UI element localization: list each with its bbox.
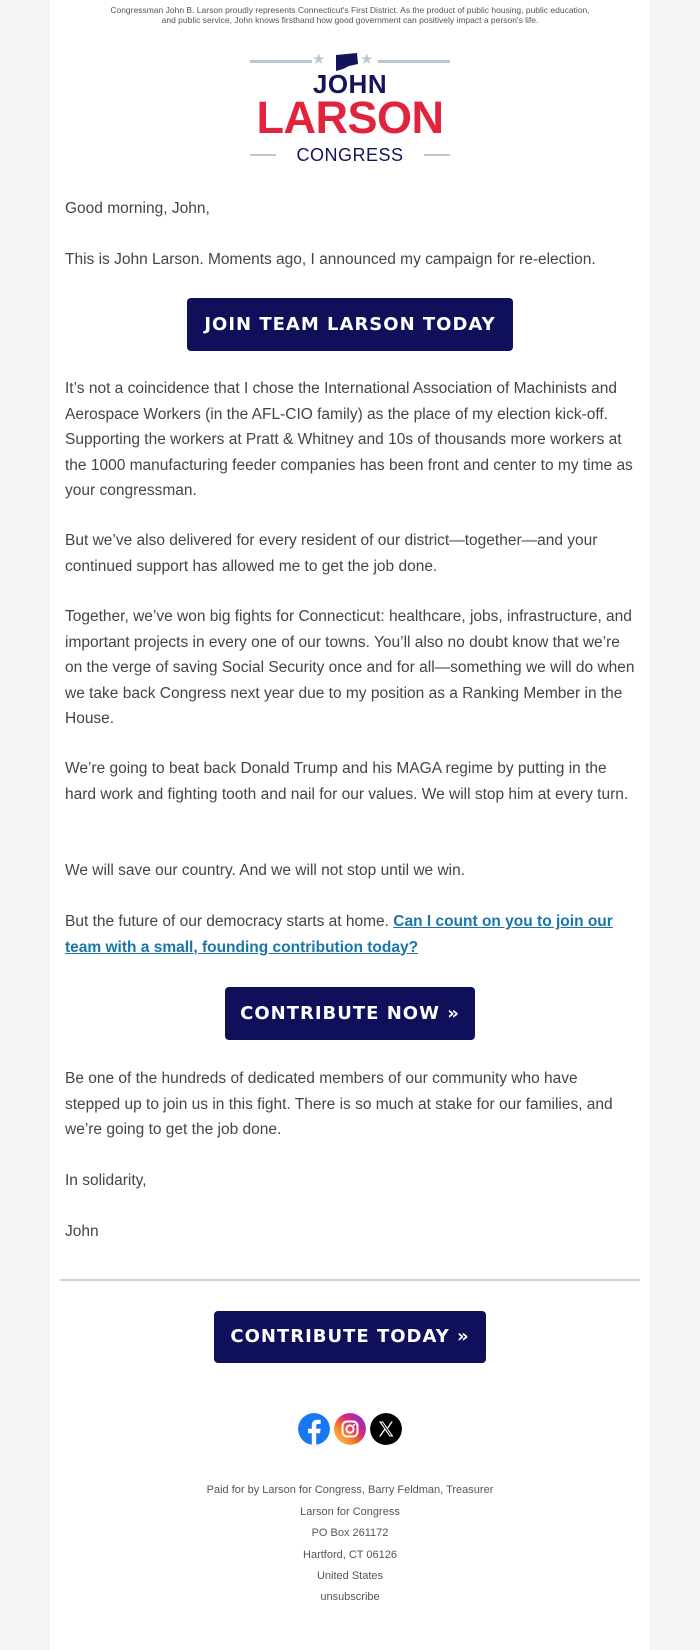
facebook-icon[interactable] — [298, 1413, 330, 1445]
campaign-logo — [250, 50, 450, 170]
email-container — [50, 0, 650, 1650]
paragraph-future — [65, 909, 635, 960]
x-icon[interactable] — [370, 1413, 402, 1445]
star-icon: ★ — [312, 51, 326, 68]
contribution-link[interactable]: Can I count on you to join our team with a small, founding contribution today? — [65, 913, 613, 956]
greeting: Good morning, John, — [65, 200, 210, 217]
star-icon: ★ — [360, 51, 374, 68]
footer-city: Hartford, CT 06126 — [303, 1549, 397, 1561]
logo-larson: LARSON — [256, 92, 444, 143]
unsubscribe-link[interactable]: unsubscribe — [320, 1591, 380, 1603]
footer-country: United States — [316, 1570, 384, 1582]
paragraph-save-country: We will save our country. And we will not stop until we win. — [65, 862, 466, 879]
contribute-today-button[interactable]: CONTRIBUTE TODAY » — [214, 1311, 486, 1363]
footer-paid-for: Paid for by Larson for Congress, Barry Feldman, Treasurer — [206, 1484, 494, 1496]
preheader-text: Congressman John B. Larson proudly represents Connecticut's First District. As the product of public housing, public education, and public service, John knows firsthand how good government can positively impact a person's life. — [110, 5, 590, 25]
paragraph-community: Be one of the hundreds of dedicated members of our community who have stepped up to join us in this fight. There is so much at stake for our families, and we’re going to get the job done. — [65, 1070, 613, 1138]
instagram-icon[interactable] — [334, 1413, 366, 1445]
paragraph-delivered: But we’ve also delivered for every resident of our district—together—and your continued support has allowed me to get the job done. — [65, 532, 598, 575]
logo-john: JOHN — [312, 69, 388, 99]
paragraph-fights: Together, we’ve won big fights for Connecticut: healthcare, jobs, infrastructure, and important projects in every one of our towns. You’ll also no doubt know that we’re on the verge of saving Social Security once and for all—something we will do when we take back Congress next year due to my position as a Ranking Member in the House. — [65, 608, 635, 727]
paragraph-kickoff: It’s not a coincidence that I chose the International Association of Machinists and Aerospace Workers (in the AFL-CIO family) as the place of my election kick-off. Supporting the workers at Pratt & Whitney and 10s of thousands more workers at the 1000 manufacturing feeder companies has been front and center to my time as your congressman. — [65, 380, 633, 499]
join-team-button[interactable]: JOIN TEAM LARSON TODAY — [187, 298, 513, 351]
footer-org: Larson for Congress — [300, 1506, 400, 1518]
logo-congress: CONGRESS — [296, 145, 404, 165]
footer-po-box: PO Box 261172 — [311, 1527, 389, 1539]
signoff: In solidarity, — [65, 1172, 147, 1189]
logo-line-right — [378, 60, 450, 63]
signature: John — [65, 1223, 99, 1240]
logo-line-left — [250, 60, 312, 63]
footer-divider — [60, 1279, 640, 1281]
logo-congress-line-right — [424, 154, 450, 156]
paragraph-announcement: This is John Larson. Moments ago, I announced my campaign for re-election. — [65, 251, 596, 268]
paragraph-trump: We’re going to beat back Donald Trump and his MAGA regime by putting in the hard work and fighting tooth and nail for our values. We will stop him at every turn. — [65, 760, 629, 803]
future-text: But the future of our democracy starts at home. — [65, 913, 394, 930]
contribute-now-button[interactable]: CONTRIBUTE NOW » — [225, 987, 475, 1040]
